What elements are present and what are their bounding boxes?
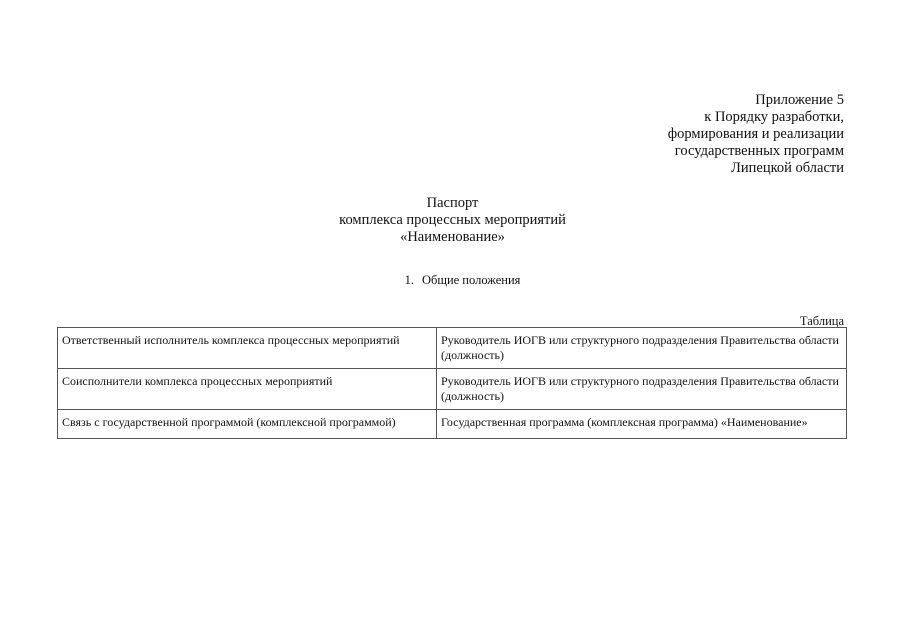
table-cell-value: Руководитель ИОГВ или структурного подразделения Правительства области (должность) xyxy=(437,369,847,410)
title-line-passport: Паспорт xyxy=(426,195,479,211)
table-cell-label: Связь с государственной программой (комплексной программой) xyxy=(58,410,437,439)
table-cell-value: Государственная программа (комплексная программа) «Наименование» xyxy=(437,410,847,439)
appendix-line: Липецкой области xyxy=(731,160,844,176)
appendix-line: к Порядку разработки, xyxy=(704,109,844,125)
section-number: 1. xyxy=(404,273,414,287)
passport-table xyxy=(57,327,847,439)
table-cell-label: Соисполнители комплекса процессных мероприятий xyxy=(58,369,437,410)
table-row xyxy=(58,369,847,410)
table-cell-label: Ответственный исполнитель комплекса процессных мероприятий xyxy=(58,328,437,369)
table-caption: Таблица xyxy=(799,314,844,328)
appendix-line: формирования и реализации xyxy=(667,126,844,142)
document-title xyxy=(0,195,905,246)
section-title: Общие положения xyxy=(421,273,521,287)
appendix-block xyxy=(668,92,844,177)
title-line-name: «Наименование» xyxy=(400,229,505,245)
section-heading xyxy=(0,273,905,288)
table-cell-value: Руководитель ИОГВ или структурного подразделения Правительства области (должность) xyxy=(437,328,847,369)
appendix-line: государственных программ xyxy=(674,143,844,159)
title-line-complex: комплекса процессных мероприятий xyxy=(339,212,566,228)
appendix-line: Приложение 5 xyxy=(755,92,844,108)
table-row xyxy=(58,410,847,439)
table-row xyxy=(58,328,847,369)
